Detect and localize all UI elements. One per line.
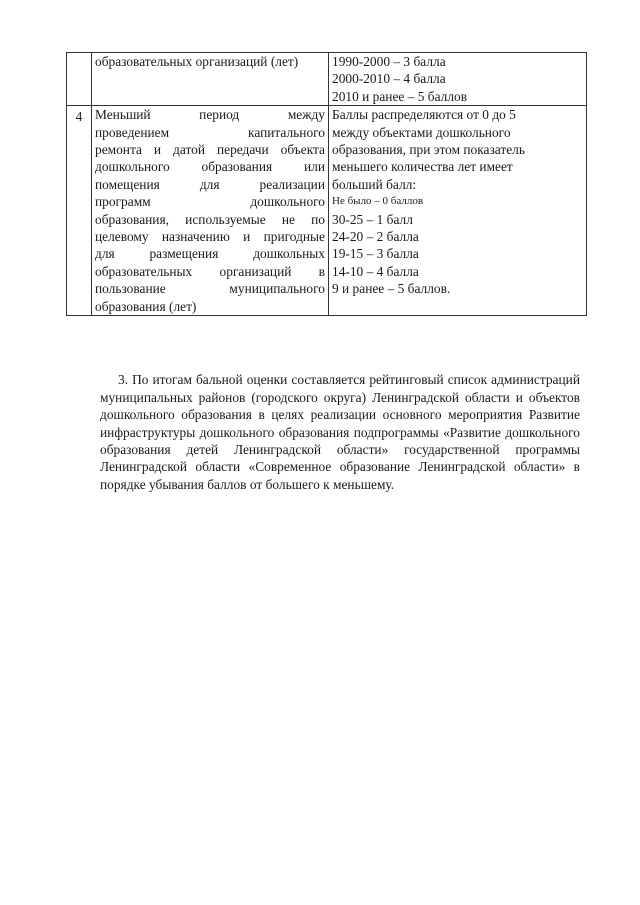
criterion-scoring (329, 53, 587, 106)
description-line: для размещения дошкольных (95, 246, 325, 262)
criterion-description (92, 106, 329, 316)
score-line: 2010 и ранее – 5 баллов (332, 88, 468, 104)
body-paragraph: 3. По итогам бальной оценки составляется рейтинговый список администраций муниципальных районов (городского округа) Ленинградской области и объектов дошкольного образования в целях реализации основного мероприятия Развитие инфраструктуры дошкольного образования подпрограммы «Развитие дошкольного образования детей Ленинградской области» государственной программы Ленинградской области «Современное образование Ленинградской области» в порядке убывания баллов от большего к меньшему. (100, 372, 580, 492)
description-line: дошкольного образования или (95, 159, 325, 175)
score-line: 9 и ранее – 5 баллов. (332, 281, 451, 297)
description-line: образовательных организаций (лет) (95, 54, 299, 69)
score-line: 14-10 – 4 балла (332, 263, 419, 279)
criterion-description (92, 53, 329, 106)
score-line: 19-15 – 3 балла (332, 246, 419, 262)
description-line: образования, используемые не по (95, 211, 325, 227)
table-row (67, 106, 587, 316)
description-line: проведением капитального (95, 124, 325, 140)
criterion-scoring (329, 106, 587, 316)
criteria-table (66, 52, 587, 316)
description-line: образования (лет) (95, 298, 197, 314)
score-line: 1990-2000 – 3 балла (332, 54, 446, 69)
row-number (67, 53, 92, 106)
row-number: 4 (67, 106, 92, 316)
description-line: ремонта и датой передачи объекта (95, 142, 325, 158)
score-line: больший балл: (332, 176, 417, 192)
score-line: Не было – 0 баллов (332, 195, 424, 208)
score-line: 2000-2010 – 4 балла (332, 71, 446, 87)
score-line: 24-20 – 2 балла (332, 229, 419, 245)
description-line: помещения для реализации (95, 176, 325, 192)
score-line: 30-25 – 1 балл (332, 211, 413, 227)
score-line: Баллы распределяются от 0 до 5 (332, 107, 516, 123)
score-line: между объектами дошкольного (332, 124, 511, 140)
score-line: меньшего количества лет имеет (332, 159, 513, 175)
table-row (67, 53, 587, 106)
score-line: образования, при этом показатель (332, 142, 525, 158)
description-line: программ дошкольного (95, 194, 325, 210)
description-line: пользование муниципального (95, 281, 325, 297)
description-line: Меньший период между (95, 107, 325, 123)
description-line: целевому назначению и пригодные (95, 229, 325, 245)
description-line: образовательных организаций в (95, 263, 325, 279)
